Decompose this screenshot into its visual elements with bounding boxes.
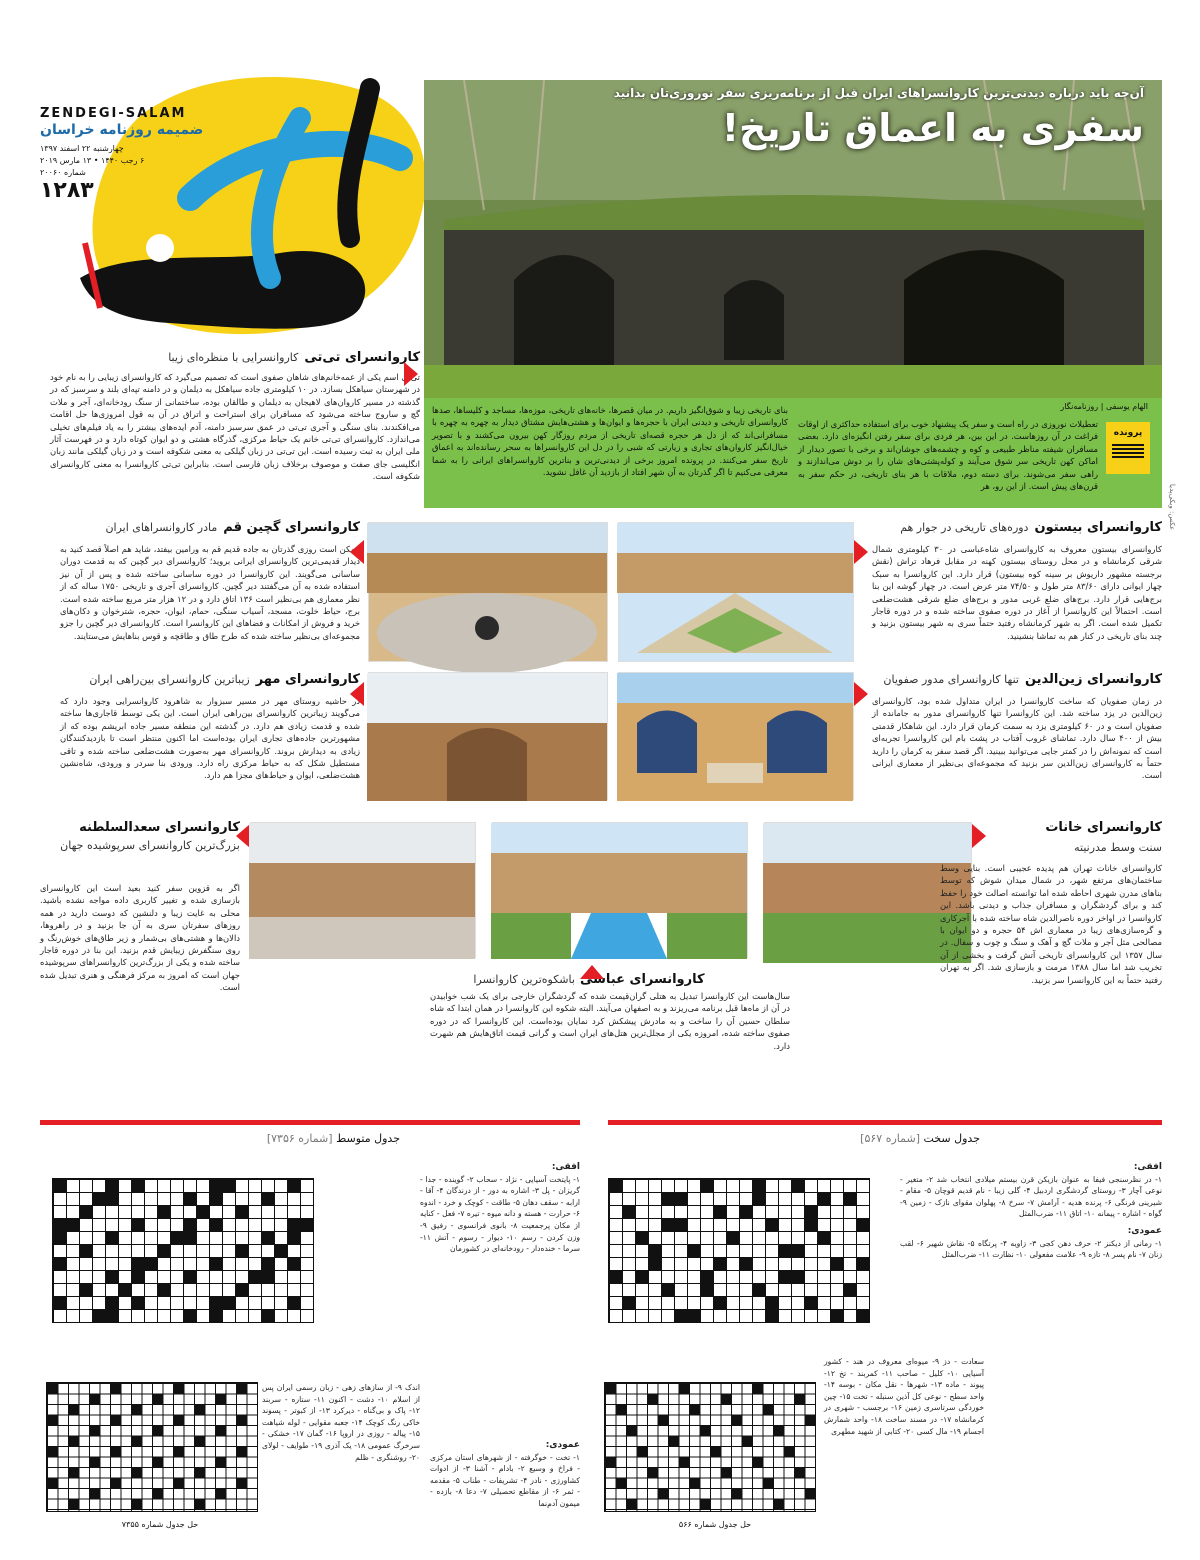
- black-cell: [635, 1231, 648, 1244]
- section-title: کاروانسرای خانات: [1045, 820, 1162, 835]
- black-cell: [843, 1192, 856, 1205]
- black-cell: [300, 1218, 313, 1231]
- photo-credit: عکس: ویکی‌پدیا: [1168, 483, 1176, 530]
- black-cell: [105, 1270, 118, 1283]
- black-cell: [105, 1309, 118, 1322]
- black-cell: [616, 1478, 627, 1489]
- black-cell: [794, 1394, 805, 1405]
- section-gachin: [40, 520, 360, 663]
- black-cell: [674, 1218, 687, 1231]
- black-cell: [236, 1478, 247, 1489]
- black-cell: [843, 1283, 856, 1296]
- black-cell: [713, 1296, 726, 1309]
- section-subtitle: مادر کاروانسراهای ایران: [105, 521, 218, 534]
- black-cell: [194, 1499, 205, 1510]
- black-cell: [183, 1218, 196, 1231]
- black-cell: [752, 1179, 765, 1192]
- black-cell: [215, 1457, 226, 1468]
- section-title: کاروانسرای عباسی: [580, 972, 705, 987]
- black-cell: [605, 1383, 616, 1394]
- black-cell: [222, 1179, 235, 1192]
- section-zeinoddin: [870, 672, 1162, 813]
- black-cell: [152, 1457, 163, 1468]
- black-cell: [131, 1179, 144, 1192]
- hard-solution-clues: سعادت - دز ۹- میوه‌ای معروف در هند - کشور آسیایی ۱۰- کلیل - صاحب ۱۱- کمربند - تخ ۱۲- پیوند - ماده ۱۳- شهرها - نقل مکان - بوسه ۱۴- واحد سطح - نوعی کل آذین سنبله - تخت ۱۵- چین خوردگی سرتاسری زمین ۱۶- برجسب - شهری در کرمانشاه ۱۷- در مسند ساخت ۱۸- واحد شمارش اجسام ۱۹- مال کسی ۲۰- کتابی از شهید مطهری: [824, 1357, 984, 1436]
- section-body: در حاشیه روستای مهر در مسیر سبزوار به شاهرود کاروانسرایی وجود دارد که می‌گویند زیباترین کاروانسرای بین‌راهی ایران است. این یکی توسط قاجاری‌ها ساخته شده و قدمت زیادی هم دارد. در گذشته این منطقه مسیر جاده ابریشم بوده که از مشهورترین جاده‌های تجاری ایران بوده‌است اما اکنون منتظر است تا بازدیدکنندگان زیادی به دیدارش بروند. کاروانسرای مهر به‌صورت هشت‌ضلعی ساخته شده و تاقی مستطیل شکل که به حیاط مرکزی راه دارد. ورودی بنا سردر و ورودی، شاه‌نشین هشت‌ضلعی، ایوان و حیاط‌های مجزا هم دارد.: [60, 696, 360, 781]
- black-cell: [152, 1425, 163, 1436]
- black-cell: [731, 1415, 742, 1426]
- black-cell: [261, 1309, 274, 1322]
- medium-number: [شماره ۷۳۵۶]: [266, 1132, 333, 1145]
- black-cell: [763, 1404, 774, 1415]
- black-cell: [235, 1283, 248, 1296]
- black-cell: [68, 1499, 79, 1510]
- black-cell: [626, 1425, 637, 1436]
- black-cell: [68, 1436, 79, 1447]
- author-line: الهام یوسفی | روزنامه‌نگار: [1060, 402, 1148, 411]
- section-subtitle: دوره‌های تاریخی در جوار هم: [900, 521, 1029, 534]
- black-cell: [791, 1179, 804, 1192]
- black-cell: [713, 1257, 726, 1270]
- section-bistoun: [870, 520, 1162, 663]
- black-cell: [183, 1231, 196, 1244]
- section-subtitle: تنها کاروانسرای مدور صفویان: [883, 673, 1019, 686]
- black-cell: [622, 1205, 635, 1218]
- black-cell: [209, 1179, 222, 1192]
- author-role: روزنامه‌نگار: [1060, 402, 1099, 411]
- black-cell: [817, 1192, 830, 1205]
- intro-box: [424, 398, 1162, 508]
- black-cell: [752, 1383, 763, 1394]
- black-cell: [637, 1446, 648, 1457]
- black-cell: [287, 1296, 300, 1309]
- black-cell: [47, 1478, 58, 1489]
- black-cell: [635, 1270, 648, 1283]
- black-cell: [105, 1296, 118, 1309]
- black-cell: [721, 1394, 732, 1405]
- black-cell: [287, 1231, 300, 1244]
- red-marker: [972, 824, 986, 848]
- black-cell: [152, 1488, 163, 1499]
- black-cell: [118, 1283, 131, 1296]
- issue-number: ۱۲۸۳: [40, 178, 94, 203]
- zeinoddin-photo: [617, 673, 853, 801]
- dossier-badge: [1106, 422, 1150, 474]
- black-cell: [194, 1404, 205, 1415]
- black-cell: [773, 1425, 784, 1436]
- black-cell: [804, 1205, 817, 1218]
- black-cell: [131, 1270, 144, 1283]
- black-cell: [700, 1270, 713, 1283]
- black-cell: [763, 1478, 774, 1489]
- section-subtitle: باشکوه‌ترین کاروانسرا: [473, 973, 575, 986]
- black-cell: [92, 1192, 105, 1205]
- black-cell: [236, 1383, 247, 1394]
- black-cell: [689, 1478, 700, 1489]
- divider-hard: [608, 1120, 1162, 1125]
- medium-solution-grid: [46, 1382, 258, 1512]
- hard-across-clues: ۱- در نظرسنجی فیفا به عنوان بازیکن قرن بیستم میلادی انتخاب شد ۲- متغیر - نوعی آچار ۳- روستای گردشگری اردبیل ۴- گلی زیبا - نام قدیم قوچان ۵- مقام - شیرینی فرنگی ۶- پرنده هدیه - آرامش ۷- سرخ ۸- پهلوان مقوای نازک - زمین ۹- گواه - اشاره - پیمانه ۱۰- اتاق ۱۱- ضرب‌المثل: [900, 1174, 1162, 1219]
- black-cell: [53, 1179, 66, 1192]
- black-cell: [173, 1383, 184, 1394]
- black-cell: [194, 1436, 205, 1447]
- black-cell: [700, 1283, 713, 1296]
- black-cell: [609, 1270, 622, 1283]
- black-cell: [47, 1415, 58, 1426]
- black-cell: [658, 1415, 669, 1426]
- dossier-badge-label: پرونده: [1113, 428, 1143, 438]
- black-cell: [215, 1488, 226, 1499]
- section-body: تی‌تی اسم یکی از عمه‌خانم‌های شاهان صفوی است که تصمیم می‌گیرد که کاروانسرای زیبایی را به نام خود در شهرستان سیاهکل بسازد. در ۱۰ کیلومتری جاده سیاهکل به دیلمان و در دامنه تپه‌ای بلند و سرسبز که در گذشته در مسیر کاروان‌های لاهیجان به دیلمان و طالقان بوده، ساختمانی از سنگ رودخانه‌ای، آجر و ملات گچ و ساروج ساخته می‌شود که مسافران برای استراحت و اتراق در آن به قول امروزی‌ها حل اقامت می‌افکندند. بنای سنگی و آجری تی‌تی در عمق سرسبز دامنه، آدم ایده‌های بیشتر را به یاد فیلم‌های تخیلی می‌اندازد. کاروانسرای تی‌تی خانم یک حیاط مرکزی، گذرگاه هشتی و دو ایوان کوتاه دارد و در فهرست آثار ملی ایران به ثبت رسیده است. این تی‌تی در زبان گیلکی به معنی شکوفه است و در زبان گیلکی مانند زبان انگلیسی جای صفت و موصوف برخلاف زبان فارسی است. بنابراین تی‌تی کاروانسرا به معنی کاروانسرای شکوفه است.: [50, 372, 421, 482]
- section-subtitle: بزرگ‌ترین کاروانسرای سرپوشیده جهان: [60, 839, 240, 852]
- crossword-hard-grid[interactable]: [608, 1178, 870, 1323]
- black-cell: [661, 1218, 674, 1231]
- wave-icon: [1112, 444, 1144, 458]
- black-cell: [791, 1270, 804, 1283]
- black-cell: [209, 1192, 222, 1205]
- date-line-2: ۶ رجب ۱۴۴۰ • ۱۳ مارس ۲۰۱۹: [40, 156, 145, 165]
- section-title: کاروانسرای گچین قم: [223, 520, 360, 535]
- black-cell: [700, 1179, 713, 1192]
- black-cell: [274, 1244, 287, 1257]
- bistoun-image: [618, 522, 854, 662]
- black-cell: [110, 1383, 121, 1394]
- black-cell: [609, 1179, 622, 1192]
- hard-solution-grid: [604, 1382, 816, 1512]
- hero-kicker: آن‌چه باید درباره دیدنی‌ترین کاروانسراهای ایران قبل از برنامه‌ریزی سفر نوروزی‌تان بدانید: [613, 86, 1144, 100]
- section-title: کاروانسرای بیستون: [1034, 520, 1162, 535]
- section-title: کاروانسرای مهر: [255, 672, 360, 687]
- black-cell: [261, 1270, 274, 1283]
- black-cell: [248, 1270, 261, 1283]
- hard-solution-caption: حل جدول شماره ۵۶۶: [678, 1520, 752, 1529]
- intro-text-right: تعطیلات نوروزی در راه است و سفر یک پیشنهاد خوب برای استفاده حداکثری از اوقات فراغت در آن روزهاست. در این بین، هر فردی برای سفر رفتن انگیزه‌ای دارد. بعضی مسافران شیفته مناظر طبیعی و کوه و چشمه‌های جوشان‌اند و برخی با تصور دیدار از اماکن کهن تاریخی سر شوق می‌آیند و کوله‌پشتی‌های شان را بر دوش می‌اندازند و راهی سفر می‌شوند. برای دسته دوم، ملاقات با هر بنای تاریخی، در حکم سفر به قرن‌های پیش است. از این رو، هر: [798, 419, 1098, 492]
- black-cell: [110, 1478, 121, 1489]
- black-cell: [674, 1192, 687, 1205]
- section-subtitle: کاروانسرایی با منظره‌ای زیبا: [168, 351, 299, 364]
- section-body: در زمان صفویان که ساخت کاروانسرا در ایران متداول شده بود، کاروانسرای زین‌الدین در یزد ساخته شد. این کاروانسرا تنها کاروانسرای مدور به جامانده از صفویان است و در ۶۰ کیلومتری یزد به سمت کرمان قرار دارد. این شاهکار قدمتی بیش از ۴۰۰ سال دارد. تماشای غروب آفتاب در پشت بام این کاروانسرا تجربه‌ای است که نمونه‌اش را در کمتر جایی می‌توانید ببینید. اگر قصد سفر به کرمان را دارید حتماً به کاروانسرای زین‌الدین سر بزنید که مجموعه‌ای بی‌نظیر از معماری ایرانی است.: [872, 696, 1162, 781]
- red-marker: [580, 965, 604, 979]
- brand-latin: ZENDEGI-SALAM: [40, 106, 187, 121]
- black-cell: [53, 1257, 66, 1270]
- black-cell: [235, 1244, 248, 1257]
- black-cell: [105, 1231, 118, 1244]
- black-cell: [817, 1231, 830, 1244]
- black-cell: [183, 1309, 196, 1322]
- black-cell: [47, 1383, 58, 1394]
- black-cell: [804, 1296, 817, 1309]
- issue-line: شماره ۲۰۰۶۰: [40, 168, 86, 177]
- black-cell: [215, 1425, 226, 1436]
- black-cell: [89, 1394, 100, 1405]
- black-cell: [679, 1383, 690, 1394]
- black-cell: [236, 1446, 247, 1457]
- black-cell: [183, 1270, 196, 1283]
- black-cell: [830, 1257, 843, 1270]
- black-cell: [710, 1446, 721, 1457]
- black-cell: [721, 1467, 732, 1478]
- black-cell: [647, 1394, 658, 1405]
- black-cell: [53, 1218, 66, 1231]
- black-cell: [131, 1467, 142, 1478]
- black-cell: [622, 1296, 635, 1309]
- medium-title-text: جدول متوسط: [336, 1132, 400, 1145]
- black-cell: [209, 1309, 222, 1322]
- black-cell: [805, 1415, 816, 1426]
- section-title: کاروانسرای سعدالسلطنه: [79, 820, 240, 835]
- black-cell: [53, 1296, 66, 1309]
- black-cell: [209, 1296, 222, 1309]
- medium-across-head: افقی:: [551, 1162, 580, 1172]
- black-cell: [261, 1192, 274, 1205]
- supplement-name: ضمیمه روزنامه خراسان: [40, 122, 204, 138]
- black-cell: [626, 1499, 637, 1510]
- black-cell: [47, 1446, 58, 1457]
- black-cell: [173, 1446, 184, 1457]
- section-title: کاروانسرای تی‌تی: [304, 350, 420, 365]
- medium-down-clues-box: [430, 1440, 580, 1550]
- black-cell: [170, 1231, 183, 1244]
- red-marker: [854, 540, 868, 564]
- black-cell: [66, 1218, 79, 1231]
- black-cell: [110, 1415, 121, 1426]
- black-cell: [648, 1257, 661, 1270]
- black-cell: [173, 1415, 184, 1426]
- khanat-body: کاروانسرای خانات تهران هم پدیده عجیبی است. بنایی وسط ساختمان‌های مرتفع شهر، در شمال میدان شوش که توسط بناهای مدرن شهری احاطه شده اما توانسته اصالت خود را حفظ کند و برای گردشگران و مسافران جذاب و دیدنی باشد. این کاروانسرا در اواخر دوره ناصرالدین شاه ساخته شده با آجرکاری و گره‌سازی‌های زیبا در معماری اش ۵۴ حجره و دو ایوان با مصالحی مثل آجر و ملات گچ و آهک و سنگ و چوب و سفال. در سال ۱۳۵۷ این کاروانسرای تاریخی آتش گرفت و بخشی از آن تخریب شد اما سال ۱۳۸۸ مرمت و بازسازی شد. اگر به تهران رفتید حتماً به این کاروانسرا سر بزنید.: [940, 863, 1162, 985]
- red-marker: [404, 362, 418, 386]
- red-marker: [854, 682, 868, 706]
- black-cell: [131, 1499, 142, 1510]
- black-cell: [726, 1231, 739, 1244]
- medium-down-clues: ۱- تخت - خوگرفته - از شهرهای استان مرکزی - فراخ و وسیع ۲- بادام - آشنا ۳- از ادوات کشاورزی - نادر ۴- تشریفات - طناب ۵- مقدمه - ثمر ۶- از مقاطع تحصیلی ۷- دعا ۸- بازده - میمون آدم‌نما: [430, 1452, 581, 1508]
- black-cell: [89, 1425, 100, 1436]
- black-cell: [89, 1488, 100, 1499]
- black-cell: [739, 1257, 752, 1270]
- abbasi-body: سال‌هاست این کاروانسرا تبدیل به هتلی گران‌قیمت شده که گردشگران خارجی برای یک شب خوابیدن در آن از ماه‌ها قبل برنامه می‌ریزند و به اصفهان می‌آیند. البته شکوه این کاروانسرا در همان ابتدا که شاه سلطان حسین آن را ساخت و به مادرش پیشکش کرد نمایان بوده‌است. این کاروانسرا که در دوره صفوی ساخته شده، امروزه یکی از مجلل‌ترین هتل‌های ایران است و گرانی قیمت اتاق‌هایش هم شهرت دارد.: [430, 991, 790, 1051]
- black-cell: [261, 1231, 274, 1244]
- abbasi-photo: [491, 823, 747, 959]
- black-cell: [752, 1192, 765, 1205]
- black-cell: [765, 1296, 778, 1309]
- black-cell: [209, 1257, 222, 1270]
- black-cell: [79, 1205, 92, 1218]
- black-cell: [742, 1436, 753, 1447]
- black-cell: [689, 1404, 700, 1415]
- section-mehr: [40, 672, 360, 815]
- medium-title: [240, 1132, 400, 1145]
- black-cell: [287, 1218, 300, 1231]
- black-cell: [131, 1296, 144, 1309]
- red-marker: [236, 824, 250, 848]
- black-cell: [68, 1404, 79, 1415]
- black-cell: [131, 1436, 142, 1447]
- divider-medium: [40, 1120, 580, 1125]
- medium-across-clues: ۱- پایتخت آسیایی - نژاد - سحاب ۲- گوینده - جدا - گریزان - پل ۳- اشاره به دور - از درندگان ۴- آقا - ارابه - سقف دهان ۵- طاقت - کوچک و خرد - اندوه ۶- حرارت - هسته و دانه میوه - تیره ۷- فعل - کنایه از مکان پرجمعیت ۸- بانوی فرانسوی - رفیق ۹- وزن کردن - رسم ۱۰- دیوار - رسوم - آتش ۱۱- سرما - خنده‌دار - رودخانه‌ای در کشورمان: [420, 1174, 580, 1254]
- section-title: کاروانسرای زین‌الدین: [1024, 672, 1162, 687]
- black-cell: [794, 1467, 805, 1478]
- black-cell: [856, 1257, 869, 1270]
- black-cell: [183, 1192, 196, 1205]
- black-cell: [752, 1283, 765, 1296]
- black-cell: [856, 1309, 869, 1322]
- black-cell: [804, 1218, 817, 1231]
- bistoun-photo: [617, 523, 853, 663]
- section-body: کاروانسرای بیستون معروف به کاروانسرای شاه‌عباسی در ۳۰ کیلومتری شمال شرقی کرمانشاه و در محل روستای بیستون کهنه در مقابل فرهاد تراش (نقش برجسته مشهور داریوش بر سینه کوه بیستون) قرار دارد. این کاروانسرا به سبک چهار ایوانی دارای ۸۳/۶۰ متر طول و ۷۴/۵۰ متر عرض است. در چهار گوشه این بنا برج‌هایی قرار دارد. برج‌های ضلع غربی مدور و برج‌های ضلع شرقی هشت‌ضلعی است. احتمالاً این کاروانسرا از آغاز در دوره صفوی ساخته شده و در دوره قاجار تکمیل شده است. اگر به شهر کرمانشاه رفتید حتماً سری به شهر بیستون بزنید و چند بنای تاریخی در کنار هم به تماشا بنشینید.: [872, 544, 1163, 641]
- black-cell: [261, 1257, 274, 1270]
- black-cell: [765, 1309, 778, 1322]
- black-cell: [700, 1425, 711, 1436]
- black-cell: [105, 1179, 118, 1192]
- intro-text-left: بنای تاریخی زیبا و شوق‌انگیز داریم. در میان قصرها، خانه‌های تاریخی، موزه‌ها، مساجد و کلیساها، صدها کاروانسرای تاریخی و دیدنی ایران با حجره‌ها و ایوان‌ها و هشتی‌هایش مشتاق دیدار به چهره به چهره با مسافرانی‌اند که از دل هر حجره قصه‌ای تاریخی از مردم روزگار کهن بیرون می‌کشند و با تصویر خیال‌انگیز کاروان‌های تجاری و زیارتی که شبی را در دل این کاروانسراها به سحر رسانده‌اند به اعماق تاریخ سفر می‌کنند. در پرونده امروز برخی از دیدنی‌ترین و بنا‌ترین کاروانسراهای ایرانی را به شما معرفی می‌کنیم تا اگر گذرتان به آن شهر افتاد از بازدید آن غافل نشوید.: [432, 405, 788, 478]
- black-cell: [830, 1309, 843, 1322]
- saad-photo: [249, 823, 475, 959]
- black-cell: [687, 1244, 700, 1257]
- mehr-image: [368, 672, 608, 800]
- hard-down-clues: ۱- رمانی از دیکنز ۲- حرف دهن کجی ۳- زاویه ۴- پرتگاه ۵- نقاش شهیر ۶- لقب زنان ۷- نام پسر ۸- تازه ۹- علامت مفعولی ۱۰- نظارت ۱۱- ضرب‌المثل: [900, 1238, 1162, 1260]
- black-cell: [778, 1270, 791, 1283]
- black-cell: [713, 1205, 726, 1218]
- black-cell: [616, 1404, 627, 1415]
- zeinoddin-image: [618, 672, 854, 800]
- black-cell: [791, 1244, 804, 1257]
- black-cell: [144, 1257, 157, 1270]
- black-cell: [784, 1446, 795, 1457]
- masthead-logo: [40, 48, 440, 348]
- black-cell: [105, 1192, 118, 1205]
- black-cell: [173, 1478, 184, 1489]
- black-cell: [209, 1218, 222, 1231]
- black-cell: [661, 1283, 674, 1296]
- section-saad: [40, 820, 240, 852]
- black-cell: [605, 1457, 616, 1468]
- gachin-photo: [367, 523, 607, 663]
- black-cell: [157, 1205, 170, 1218]
- mehr-photo: [367, 673, 607, 801]
- section-titi: [40, 350, 420, 505]
- section-subtitle: سنت وسط مدرنیته: [1074, 841, 1162, 854]
- black-cell: [648, 1244, 661, 1257]
- black-cell: [856, 1218, 869, 1231]
- hard-title-text: جدول سخت: [923, 1132, 980, 1145]
- black-cell: [79, 1283, 92, 1296]
- red-marker: [350, 540, 364, 564]
- gachin-image: [368, 522, 608, 662]
- medium-solution-caption: حل جدول شماره ۷۳۵۵: [121, 1520, 199, 1529]
- abbasi-image: [492, 822, 748, 958]
- hero-headline: سفری به اعماق تاریخ!: [721, 106, 1144, 150]
- black-cell: [89, 1457, 100, 1468]
- section-subtitle: زیباترین کاروانسرای بین‌راهی ایران: [89, 673, 250, 686]
- black-cell: [236, 1415, 247, 1426]
- black-cell: [668, 1436, 679, 1447]
- medium-solution-clues: اندک ۹- از سازهای زهی - زبان رسمی ایران پس از اسلام ۱۰- دشت - اکنون ۱۱- ستاره - سربند ۱۲- پاک و بی‌گناه - دیرکرد ۱۳- از کبوتر - پسوند خاکی رنگ کوچک ۱۴- جعبه مقوایی - لوله شیاهت ۱۵- پیاله - روزی در اروپا ۱۶- گمان ۱۷- خشکی - سرخرگ عمومی ۱۸- یک آذری ۱۹- طوایف - لولای ۲۰- روشنگری - ظلم: [262, 1383, 421, 1462]
- black-cell: [92, 1309, 105, 1322]
- black-cell: [778, 1244, 791, 1257]
- black-cell: [674, 1309, 687, 1322]
- section-khanat: [990, 820, 1162, 854]
- black-cell: [731, 1488, 742, 1499]
- black-cell: [152, 1394, 163, 1405]
- black-cell: [196, 1205, 209, 1218]
- hard-title: [820, 1132, 980, 1145]
- black-cell: [68, 1467, 79, 1478]
- black-cell: [53, 1231, 66, 1244]
- black-cell: [773, 1499, 784, 1510]
- hard-number: [شماره ۵۶۷]: [860, 1132, 920, 1145]
- section-body: ممکن است روزی گذرتان به جاده قدیم قم به ورامین بیفتد، شاید هم اصلاً قصد کنید به دیدار قدیمی‌ترین کاروانسرای ایرانی بروید؛ کاروانسرای دیر گچین که به قدمت دوران ساسانی می‌گویند. این کاروانسرا در دوره ساسانی ساخته شده و پس از آن نیز استفاده شده به آن می‌گفتند دیر گچین. کاروانسرای آجری و تاریخی ۱۷۵۰ ساله که از نظر معماری هم بی‌نظیر است ۱۳۶ اتاق دارد و در ۱۲ هزار متر مربع ساخته شده است. برج، حیاط خلوت، مسجد، آسیاب سنگی، حمام، ایوان، حجره، شترخوان و دکان‌های خرید و فروش از امکانات و فضاهای این کاروانسرا است. کاروانسرای دیر گچین را جزو مجموعه‌ای بی‌نظیر ساخته شده که طرح طاق و طاقچه و قوس بناهایش می‌ستایند.: [60, 544, 360, 641]
- black-cell: [752, 1457, 763, 1468]
- black-cell: [700, 1499, 711, 1510]
- black-cell: [739, 1205, 752, 1218]
- hard-down-head: عمودی:: [1127, 1225, 1162, 1236]
- black-cell: [194, 1467, 205, 1478]
- crossword-medium-grid[interactable]: [52, 1178, 314, 1323]
- saad-body-cont: [40, 970, 438, 1060]
- black-cell: [287, 1179, 300, 1192]
- medium-down-head: عمودی:: [545, 1440, 580, 1450]
- medium-clues: [420, 1162, 580, 1372]
- black-cell: [222, 1296, 235, 1309]
- red-marker: [350, 682, 364, 706]
- black-cell: [679, 1457, 690, 1468]
- black-cell: [131, 1218, 144, 1231]
- hero-photo: [424, 80, 1162, 398]
- black-cell: [157, 1244, 170, 1257]
- black-cell: [235, 1205, 248, 1218]
- black-cell: [131, 1404, 142, 1415]
- saad-image: [250, 822, 476, 958]
- khanat-body-cont: [800, 972, 1162, 1062]
- black-cell: [131, 1257, 144, 1270]
- black-cell: [647, 1467, 658, 1478]
- black-cell: [215, 1394, 226, 1405]
- hard-across-head: افقی:: [1133, 1162, 1162, 1172]
- date-line-1: چهارشنبه ۲۲ اسفند ۱۳۹۷: [40, 144, 124, 153]
- black-cell: [765, 1218, 778, 1231]
- black-cell: [661, 1192, 674, 1205]
- black-cell: [287, 1257, 300, 1270]
- author-name: الهام یوسفی: [1105, 402, 1148, 411]
- black-cell: [110, 1446, 121, 1457]
- black-cell: [658, 1488, 669, 1499]
- black-cell: [157, 1283, 170, 1296]
- saad-body: اگر به قزوین سفر کنید بعید است این کاروانسرای بازسازی شده و تغییر کاربری داده مواجه نشده باشید. محلی به غایت زیبا و دلنشین که دوست دارید در همه روزهای سفرتان سری به آن جا بزنید و در راهروها، دالان‌ها و هشتی‌های بی‌شمار و زیر طاق‌های خوش‌رنگ و روی سنگفرش زیبایش قدم بزنید. این بنا در دوره قاجار ساخته شده و یکی از بزرگ‌ترین کاروانسراهای سرپوشیده جهان است که امروز به مرکز فرهنگی و هنری تبدیل شده است.: [40, 883, 240, 993]
- black-cell: [79, 1244, 92, 1257]
- black-cell: [805, 1488, 816, 1499]
- black-cell: [687, 1309, 700, 1322]
